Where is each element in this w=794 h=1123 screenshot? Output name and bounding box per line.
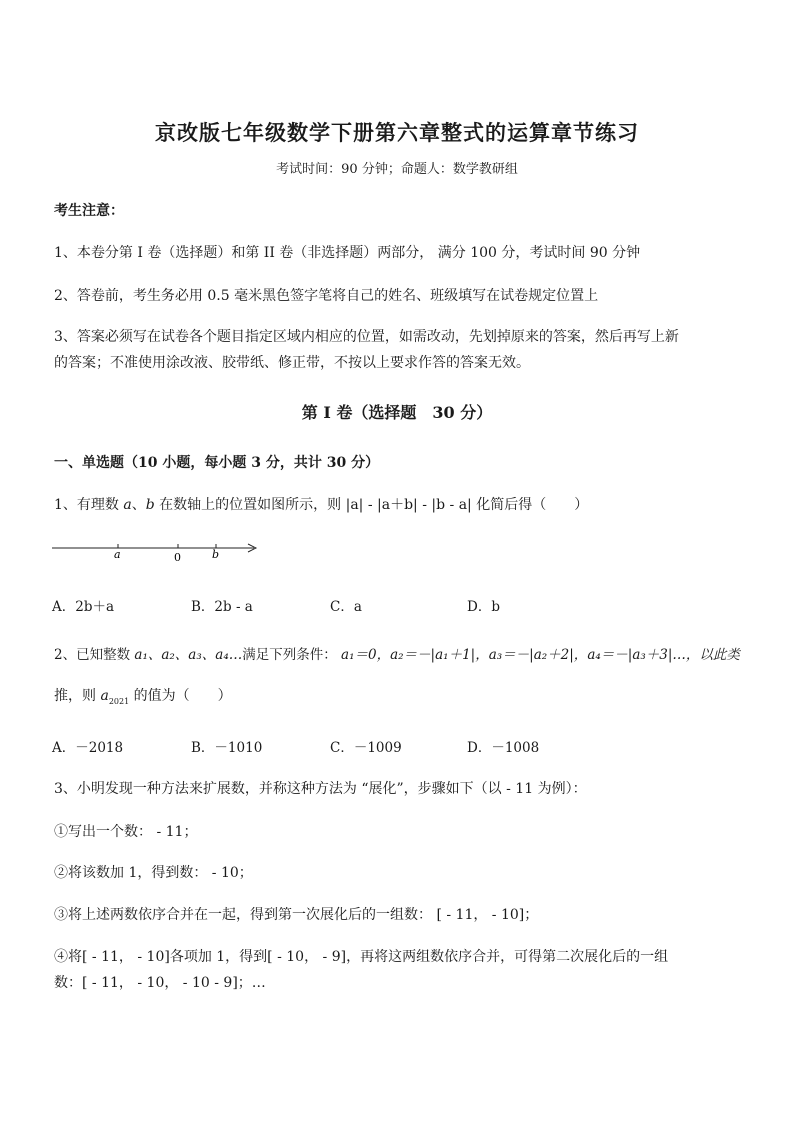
q1-option-b[interactable]: B．2b - a [191,599,253,615]
q1-text-pre: 1、有理数 [54,497,124,513]
axis-label-zero: 0 [174,551,181,564]
question-3-step-4-cont: 数：[ - 11， - 10， - 10 - 9]；… [54,975,266,991]
question-3-step-4: ④将[ - 11， - 10]各项加 1，得到[ - 10， - 9]，再将这两组数依序合并，可得第二次展化后的一组 [54,949,669,965]
q2-condition-2: a₂＝－|a₁＋1|， [390,647,489,663]
q2-option-a[interactable]: A．－2018 [52,740,124,756]
q1-var-b: b [145,497,155,513]
notice-heading: 考生注意： [54,203,124,219]
q2-sequence: a₁、a₂、a₃、a₄… [134,647,243,663]
exam-info: 考试时间：90 分钟；命题人：数学教研组 [276,162,518,177]
q1-sep: 、 [131,497,146,513]
q2-target: a [100,688,109,704]
q2-condition-4: a₄＝－|a₃＋3|…，以此类 [587,647,740,663]
notice-item-3: 3、答案必须写在试卷各个题目指定区域内相应的位置，如需改动，先划掉原来的答案，然后再写上新 [54,329,679,345]
q2-target-sub: 2021 [108,696,130,706]
notice-item-1: 1、本卷分第 I 卷（选择题）和第 II 卷（非选择题）两部分， 满分 100 分，考试时间 90 分钟 [54,245,641,261]
q2-pre: 2、已知整数 [54,647,135,663]
question-3-step-2: ②将该数加 1，得到数： - 10； [54,865,253,881]
part-heading: 一、单选题（10 小题，每小题 3 分，共计 30 分） [54,455,380,471]
q1-option-d[interactable]: D．b [467,599,500,615]
question-1 [54,494,588,514]
q2-line2-post: 的值为（ ） [129,688,232,704]
number-line-figure [50,536,265,566]
question-3-intro: 3、小明发现一种方法来扩展数，并称这种方法为 “展化”，步骤如下（以 - 11 为例）： [54,781,587,797]
axis-label-b: b [212,548,220,561]
q2-condition-1: a₁＝0， [341,647,391,663]
question-2-line-1 [54,643,740,663]
question-3-step-3: ③将上述两数依序合并在一起，得到第一次展化后的一组数： [ - 11， - 10]； [54,907,539,923]
q1-option-a[interactable]: A．2b＋a [52,599,115,615]
notice-item-3-cont: 的答案；不准使用涂改液、胶带纸、修正带，不按以上要求作答的答案无效。 [54,355,530,371]
page-title: 京改版七年级数学下册第六章整式的运算章节练习 [155,120,639,145]
q2-condition-3: a₃＝－|a₂＋2|， [488,647,588,663]
q1-option-c[interactable]: C．a [330,599,362,615]
q2-option-b[interactable]: B．－1010 [191,740,263,756]
q2-option-d[interactable]: D．－1008 [467,740,540,756]
axis-label-a: a [114,548,121,561]
section-title: 第 I 卷（选择题 30 分） [301,403,493,422]
q1-var-a: a [123,497,132,513]
q2-line2-pre: 推，则 [54,688,101,704]
question-2-line-2 [54,685,232,706]
q2-option-c[interactable]: C．－1009 [330,740,402,756]
q1-text-mid: 在数轴上的位置如图所示，则 | [154,497,351,513]
notice-item-2: 2、答卷前，考生务必用 0.5 毫米黑色签字笔将自己的姓名、班级填写在试卷规定位置上 [54,288,599,304]
q1-expression: a| - |a＋b| - |b - a| 化简后得（ ） [350,497,589,513]
q2-mid: 满足下列条件： [242,647,337,663]
question-3-step-1: ①写出一个数： - 11； [54,824,198,840]
